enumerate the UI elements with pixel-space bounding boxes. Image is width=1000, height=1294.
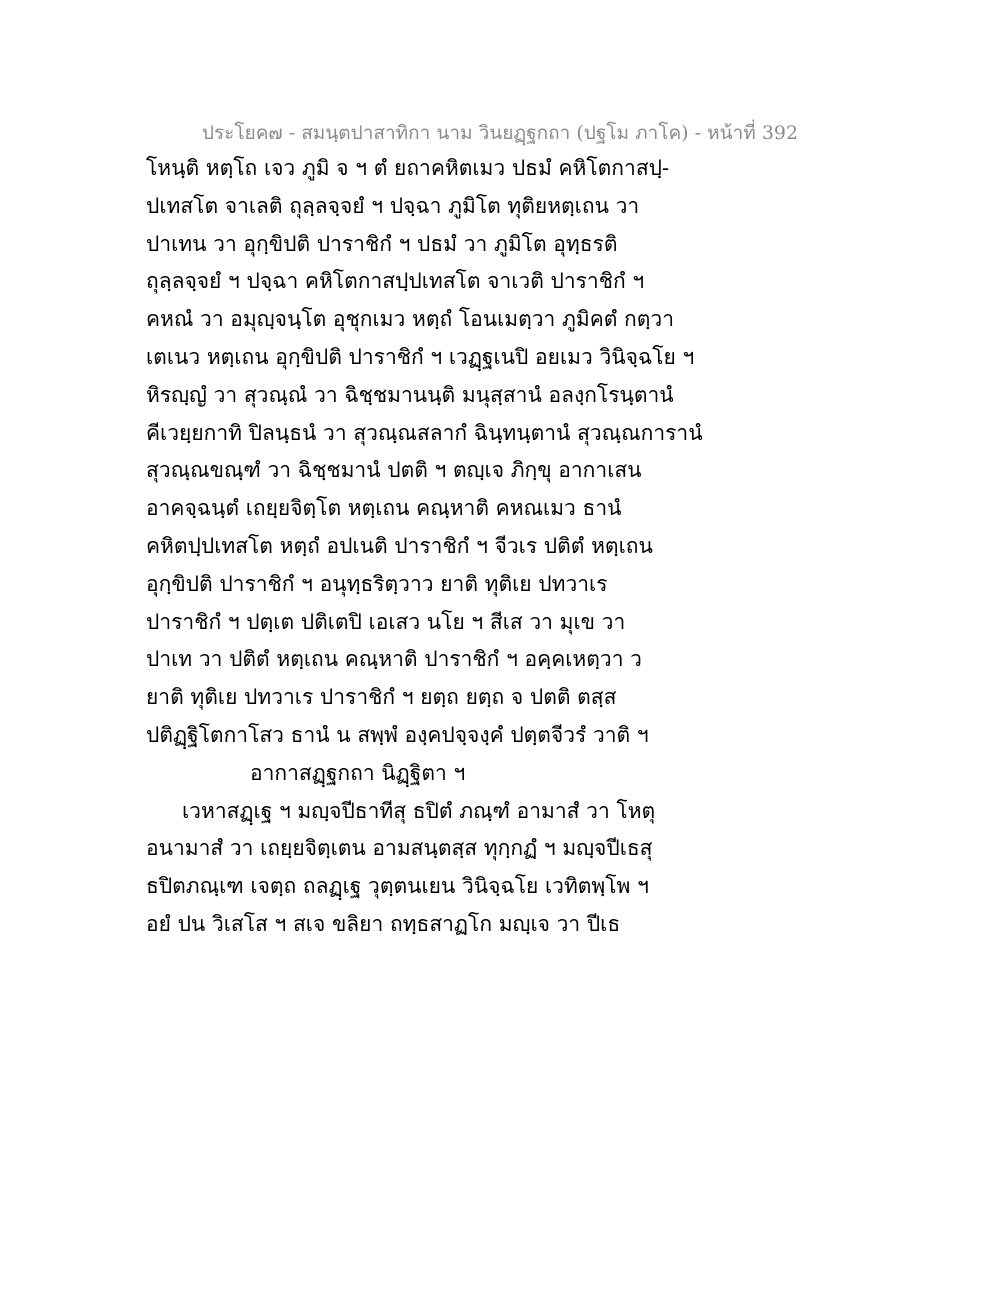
text-line-14: ปาเท วา ปติตํ หตฺเถน คณฺหาติ ปาราชิกํ ฯ อคฺคเหตฺวา ว — [146, 647, 642, 672]
paragraph-start-line: เวหาสฏฺเฐ ฯ มญฺจปีธาทีสุ ธปิตํ ภณฺฑํ อามาสํ วา โหตุ — [182, 798, 656, 823]
text-line-13: ปาราชิกํ ฯ ปตฺเต ปติเตปิ เอเสว นโย ฯ สีเส วา มุเข วา — [146, 609, 626, 634]
text-line-1: โหนฺติ หตฺโถ เจว ภูมิ จ ฯ ตํ ยถาคหิตเมว ปธมํ คหิโตกาสปฺ- — [146, 156, 670, 180]
text-line-3: ปาเทน วา อุกฺขิปติ ปาราชิกํ ฯ ปธมํ วา ภูมิโต อุทฺธรติ — [146, 231, 618, 256]
text-line-9: สุวณฺณขณฺฑํ วา ฉิชฺชมานํ ปตติ ฯ ตญฺเจ ภิกฺขุ อากาเสน — [146, 458, 642, 483]
text-line-4: ถุลฺลจฺจยํ ฯ ปจฺฉา คหิโตกาสปฺปเทสโต จาเวติ ปาราชิกํ ฯ — [146, 269, 645, 294]
text-line-19: อนามาสํ วา เถยฺยจิตฺเตน อามสนฺตสฺส ทุกฺกฏํ ฯ มญฺจปีเธสุ — [146, 836, 653, 861]
text-line-21: อยํ ปน วิเสโส ฯ สเจ ขลิยา ถทฺธสาฏโก มญฺเจ วา ปีเธ — [146, 911, 621, 936]
text-line-10: อาคจฺฉนฺตํ เถยฺยจิตฺโต หตฺเถน คณฺหาติ คหณเมว ธานํ — [146, 496, 622, 521]
text-line-11: คหิตปฺปเทสโต หตฺถํ อปเนติ ปาราชิกํ ฯ จีวเร ปติตํ หตฺเถน — [146, 533, 653, 558]
text-line-12: อุกฺขิปติ ปาราชิกํ ฯ อนุทฺธริตฺวาว ยาติ ทุติเย ปทวาเร — [146, 571, 608, 596]
text-line-20: ธปิตภณฺเฑ เจตฺถ ถลฏฺเฐ วุตฺตนเยน วินิจฺฉโย เวทิตพฺโพ ฯ — [146, 874, 649, 899]
text-line-8: คีเวยฺยกาทิ ปิลนฺธนํ วา สุวณฺณสลากํ ฉินฺทนฺตานํ สุวณฺณการานํ — [146, 420, 703, 445]
text-line-15: ยาติ ทุติเย ปทวาเร ปาราชิกํ ฯ ยตฺถ ยตฺถ จ ปตติ ตสฺส — [146, 685, 617, 710]
text-line-2: ปเทสโต จาเลติ ถุลฺลจฺจยํ ฯ ปจฺฉา ภูมิโต ทุติยหตฺเถน วา — [146, 193, 640, 218]
running-header: ประโยค๗ - สมนฺตปาสาทิกา นาม วินยฏฺฐกถา (ปฐโม ภาโค) - หน้าที่ 392 — [201, 122, 799, 144]
text-line-16: ปติฏฺฐิโตกาโสว ธานํ น สพฺพํ องฺคปจฺจงฺคํ ปตฺตจีวรํ วาติ ฯ — [146, 722, 649, 747]
text-line-7: หิรญฺญํ วา สุวณฺณํ วา ฉิชฺชมานนฺติ มนุสฺสานํ อลงฺกโรนฺตานํ — [146, 382, 674, 407]
text-line-5: คหณํ วา อมุญฺจนฺโต อุชุกเมว หตฺถํ โอนเมตฺวา ภูมิคตํ กตฺวา — [146, 307, 674, 332]
body-text — [146, 150, 706, 944]
text-line-6: เตเนว หตฺเถน อุกฺขิปติ ปาราชิกํ ฯ เวฏฺฐเนปิ อยเมว วินิจฺฉโย ฯ — [146, 344, 695, 369]
section-end-heading: อากาสฏฺฐกถา นิฏฺฐิตา ฯ — [250, 760, 466, 785]
